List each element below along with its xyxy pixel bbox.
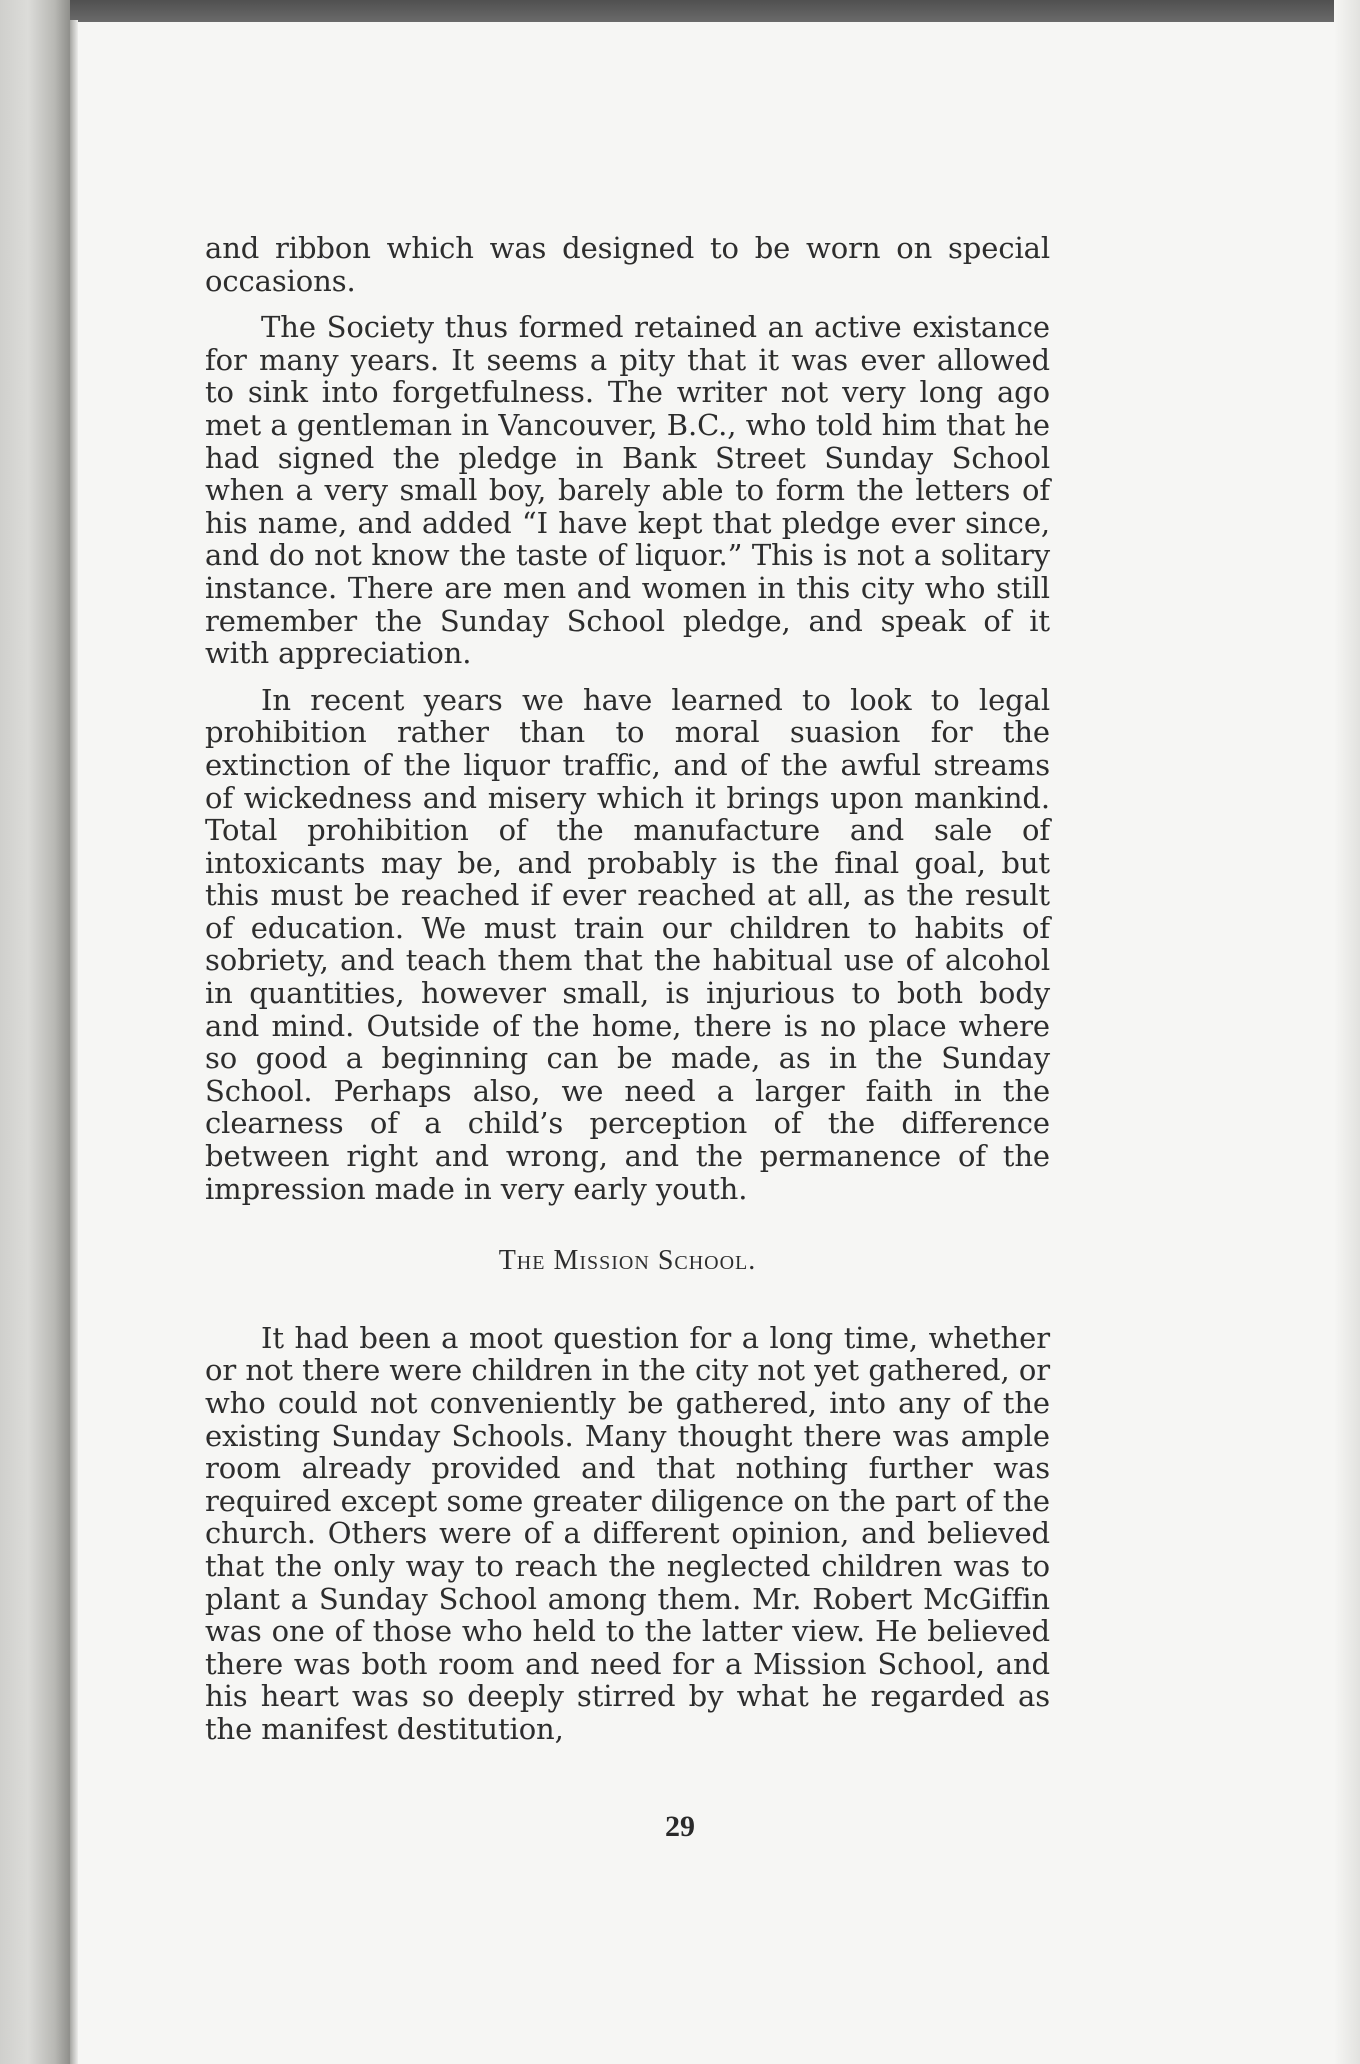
page-right-shadow bbox=[1334, 0, 1360, 2064]
paragraph-continued: and ribbon which was designed to be worn on special occasions. bbox=[205, 231, 1050, 298]
paragraph-society: The Society thus formed retained an active existance for many years. It seems a pity that it was ever allowed to sink into forgetfulness. The writer not very long ago met a gentleman in Vancouver, B.C., who told him that he had signed the pledge in Bank Street Sunday School when a very small boy, barely able to form the letters of his name, and added “I have kept that pledge ever since, and do not know the taste of liquor.” This is not a solitary instance. There are men and women in this city who still remember the Sunday School pledge, and speak of it with appreciation. bbox=[205, 310, 1050, 671]
paragraph-mission-school: It had been a moot question for a long time, whether or not there were children in the city not yet gathered, or who could not conveniently be gathered, into any of the existing Sunday Schools. Many thought there was ample room already provided and that nothing further was required except some greater diligence on the part of the church. Others were of a different opinion, and believed that the only way to reach the neglected children was to plant a Sunday School among them. Mr. Robert McGiffin was one of those who held to the latter view. He believed there was both room and need for a Mission School, and his heart was so deeply stirred by what he regarded as the manifest destitution, bbox=[205, 1320, 1050, 1746]
book-gutter bbox=[0, 0, 70, 2064]
page-number: 29 bbox=[665, 1810, 695, 1843]
page-text-block bbox=[205, 232, 1050, 1760]
paragraph-prohibition: In recent years we have learned to look to legal prohibition rather than to moral suasion for the extinction of the liquor traffic, and of the awful streams of wickedness and misery which it brings upon mankind. Total prohibition of the manufacture and sale of intoxicants may be, and probably is the final goal, but this must be reached if ever reached at all, as the result of education. We must train our children to habits of sobriety, and teach them that the habitual use of alcohol in quantities, however small, is injurious to both body and mind. Outside of the home, there is no place where so good a beginning can be made, as in the Sunday School. Perhaps also, we need a larger faith in the clearness of a child’s perception of the difference between right and wrong, and the permanence of the impression made in very early youth. bbox=[205, 682, 1050, 1206]
scan-top-edge bbox=[0, 0, 1360, 22]
page-edge bbox=[70, 20, 78, 2064]
section-heading: The Mission School. bbox=[498, 1245, 757, 1277]
